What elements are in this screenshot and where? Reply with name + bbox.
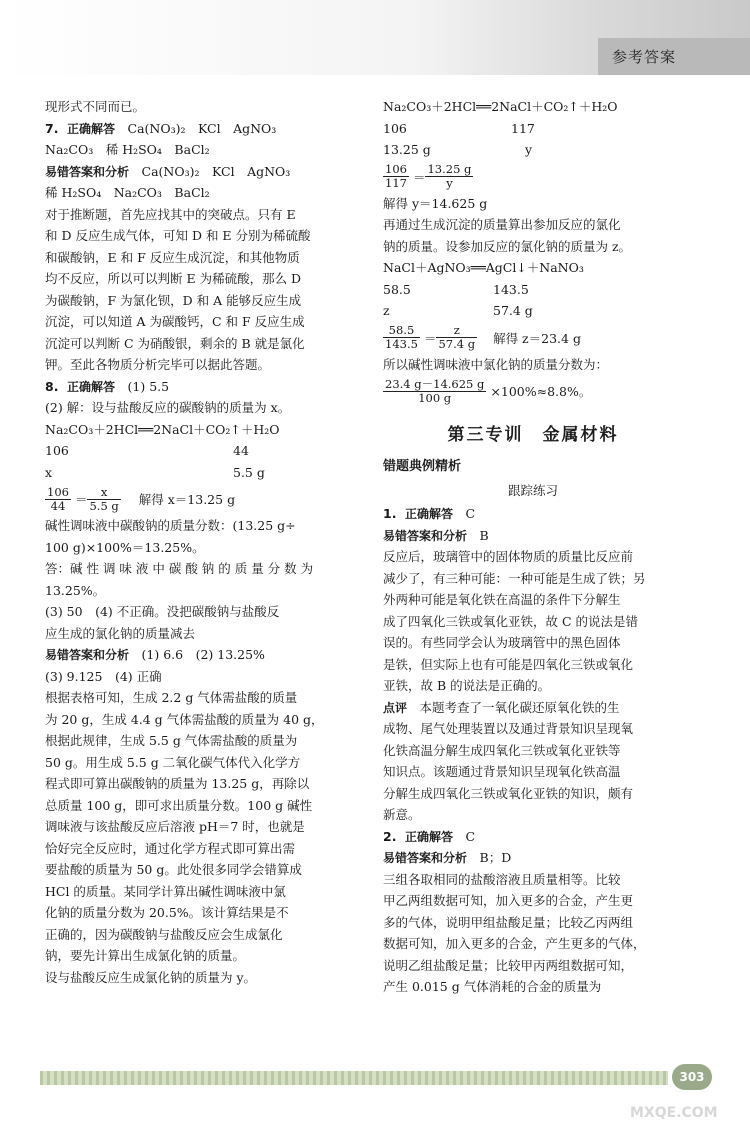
text-line: 成了四氧化三铁或氧化亚铁，故 C 的说法是错 — [383, 613, 639, 629]
text-line: 设与盐酸反应生成氯化钠的质量为 y。 — [45, 969, 257, 985]
equation-mass-row: 58.5 143.5 — [383, 281, 529, 297]
text-line: 所以碱性调味液中氯化钠的质量分数为： — [383, 356, 609, 372]
text-line: 解得 y＝14.625 g — [383, 195, 488, 211]
text-line: Na₂CO₃ 稀 H₂SO₄ BaCl₂ — [45, 142, 210, 157]
text-line: 调味液与该盐酸反应后溶液 pH＝7 时，也就是 — [45, 819, 305, 834]
text-line: 正确的，因为碳酸钠与盐酸反应会生成氯化 — [45, 926, 283, 942]
text-line: 和碳酸钠，E 和 F 反应生成沉淀，和其他物质 — [45, 249, 300, 265]
text-line: 反应后，玻璃管中的固体物质的质量比反应前 — [383, 549, 634, 564]
watermark-url: MXQE.COM — [630, 1105, 718, 1121]
text-line: 总质量 100 g，即可求出质量分数。100 g 碱性 — [45, 797, 313, 813]
text-line: 为 20 g，生成 4.4 g 气体需盐酸的质量为 40 g， — [45, 711, 324, 727]
text-line: 答：碱 性 调 味 液 中 碳 酸 钠 的 质 量 分 数 为 — [45, 561, 314, 576]
text-line: 根据此规律，生成 5.5 g 气体需盐酸的质量为 — [45, 733, 298, 748]
text-line: (3) 9.125 (4) 正确 — [45, 668, 162, 684]
text-line: 再通过生成沉淀的质量算出参加反应的氯化 — [383, 217, 621, 232]
text-line: 知识点。该题通过背景知识呈现氧化铁高温 — [383, 764, 621, 779]
text-line: 误的。有些同学会认为玻璃管中的黑色固体 — [383, 635, 621, 650]
section-title: 第三专训 金属材料 — [447, 425, 619, 445]
left-column — [45, 96, 357, 988]
proportion-line: $\frac{58.5}{143.5}$ ＝ $\frac{z}{57.4 g}$ 解得 z＝23.4 g — [385, 323, 581, 351]
comment-line: 点评 本题考查了一氧化碳还原氧化铁的生 — [383, 699, 620, 715]
question-7-error: 易错答案和分析 Ca(NO₃)₂ KCl AgNO₃ — [45, 163, 291, 179]
equation-mass-row: 106 117 — [383, 120, 535, 136]
text-line: 恰好完全反应时，通过化学方程式即可算出需 — [45, 840, 296, 856]
text-line: 钠的质量。设参加反应的氯化钠的质量为 z。 — [383, 238, 632, 254]
text-line: 新意。 — [383, 807, 421, 822]
proportion-line: $\frac{106}{44}$ ＝ $\frac{x}{5.5 g}$ 解得 x＝13.25 g — [47, 484, 236, 513]
text-line: 对于推断题，首先应找其中的突破点。只有 E — [45, 206, 296, 222]
text-line: (2) 解：设与盐酸反应的碳酸钠的质量为 x。 — [45, 400, 291, 415]
page-header-title: 参考答案 — [612, 48, 677, 66]
text-line: 化铁高温分解生成四氧化三铁或氧化亚铁等 — [383, 742, 621, 758]
text-line: 稀 H₂SO₄ Na₂CO₃ BaCl₂ — [45, 185, 210, 200]
subsection-subtitle: 跟踪练习 — [507, 483, 558, 498]
proportion-line: $\frac{106}{117}$ ＝ $\frac{13.25 g}{y}$ — [385, 162, 472, 190]
chemical-equation: Na₂CO₃＋2HCl══2NaCl＋CO₂↑＋H₂O — [383, 99, 618, 114]
text-line: 碱性调味液中碳酸钠的质量分数：(13.25 g÷ — [45, 518, 296, 533]
text-line: 三组各取相同的盐酸溶液且质量相等。比较 — [383, 871, 621, 887]
text-line: 100 g)×100%＝13.25%。 — [45, 539, 205, 555]
equation-mass-row: 13.25 g y — [383, 142, 533, 157]
text-line: 多的气体，说明甲组盐酸足量；比较乙丙两组 — [383, 914, 634, 930]
text-line: 产生 0.015 g 气体消耗的合金的质量为 — [383, 979, 602, 994]
text-line: 要盐酸的质量为 50 g。此处很多同学会错算成 — [45, 862, 302, 877]
text-line: 化钠的质量分数为 20.5%。该计算结果是不 — [45, 905, 289, 920]
chemical-equation: NaCl＋AgNO₃══AgCl↓＋NaNO₃ — [383, 260, 584, 275]
percentage-line: $\frac{23.4 g-14.625 g}{100 g}$ ×100%≈8.8%。 — [385, 376, 592, 405]
question-2-answer: 2. 正确解答 C — [383, 828, 476, 844]
question-2-error: 易错答案和分析 B；D — [383, 850, 512, 865]
text-line: 程式即可算出碳酸钠的质量为 13.25 g，再除以 — [45, 776, 310, 791]
text-line: 钾。至此各物质分析完毕可以据此答题。 — [45, 357, 271, 372]
text-line: 13.25%。 — [45, 582, 106, 598]
text-line: 50 g。用生成 5.5 g 二氧化碳气体代入化学方 — [45, 754, 301, 770]
text-line: 外两种可能是氧化铁在高温的条件下分解生 — [383, 592, 621, 607]
question-7-answer: 7. 正确解答 Ca(NO₃)₂ KCl AgNO₃ — [45, 120, 277, 136]
text-line: 亚铁，故 B 的说法是正确的。 — [383, 678, 551, 693]
watermark — [600, 1085, 740, 1121]
chemical-equation: Na₂CO₃＋2HCl══2NaCl＋CO₂↑＋H₂O — [45, 421, 280, 437]
subsection-title: 错题典例精析 — [383, 459, 462, 474]
question-8-error: 易错答案和分析 (1) 6.6 (2) 13.25% — [45, 647, 265, 662]
text-line: 钠，要先计算出生成氯化钠的质量。 — [45, 948, 246, 963]
text-line: 均不反应，所以可以判断 E 为稀硫酸，那么 D — [45, 271, 302, 286]
text-line: 数据可知，加入更多的合金，产生更多的气体， — [383, 936, 646, 951]
text-line: (3) 50 (4) 不正确。没把碳酸钠与盐酸反 — [45, 604, 280, 619]
question-8-answer: 8. 正确解答 (1) 5.5 — [45, 378, 170, 394]
equation-mass-row: x 5.5 g — [45, 464, 265, 480]
text-line: 为碳酸钠，F 为氯化钡，D 和 A 能够反应生成 — [45, 292, 302, 308]
text-line: 分解生成四氧化三铁或氧化亚铁的知识，颇有 — [383, 785, 634, 801]
text-line: 减少了，有三种可能：一种可能是生成了铁；另 — [383, 570, 646, 586]
text-line: 是铁，但实际上也有可能是四氧化三铁或氧化 — [383, 656, 634, 672]
question-1-answer: 1. 正确解答 C — [383, 506, 476, 521]
text-line: 沉淀可以判断 C 为硝酸银，剩余的 B 就是氯化 — [45, 335, 305, 351]
text-line: 现形式不同而已。 — [45, 99, 146, 114]
right-column — [383, 96, 683, 998]
footer-decoration — [40, 1071, 668, 1085]
equation-mass-row: z 57.4 g — [383, 303, 533, 318]
text-line: 成物、尾气处理装置以及通过背景知识呈现氧 — [383, 721, 634, 736]
text-line: 甲乙两组数据可知，加入更多的合金，产生更 — [383, 893, 634, 908]
text-line: 根据表格可知，生成 2.2 g 气体需盐酸的质量 — [45, 690, 298, 705]
text-line: 说明乙组盐酸足量；比较甲丙两组数据可知， — [383, 957, 634, 973]
question-1-error: 易错答案和分析 B — [383, 527, 489, 543]
text-line: HCl 的质量。某同学计算出碱性调味液中氯 — [45, 883, 286, 899]
text-line: 沉淀，可以知道 A 为碳酸钙，C 和 F 反应生成 — [45, 314, 305, 329]
text-line: 应生成的氯化钠的质量减去 — [45, 625, 196, 641]
page-number: 303 — [672, 1064, 712, 1090]
equation-mass-row: 106 44 — [45, 443, 249, 458]
text-line: 和 D 反应生成气体，可知 D 和 E 分别为稀硫酸 — [45, 228, 311, 243]
